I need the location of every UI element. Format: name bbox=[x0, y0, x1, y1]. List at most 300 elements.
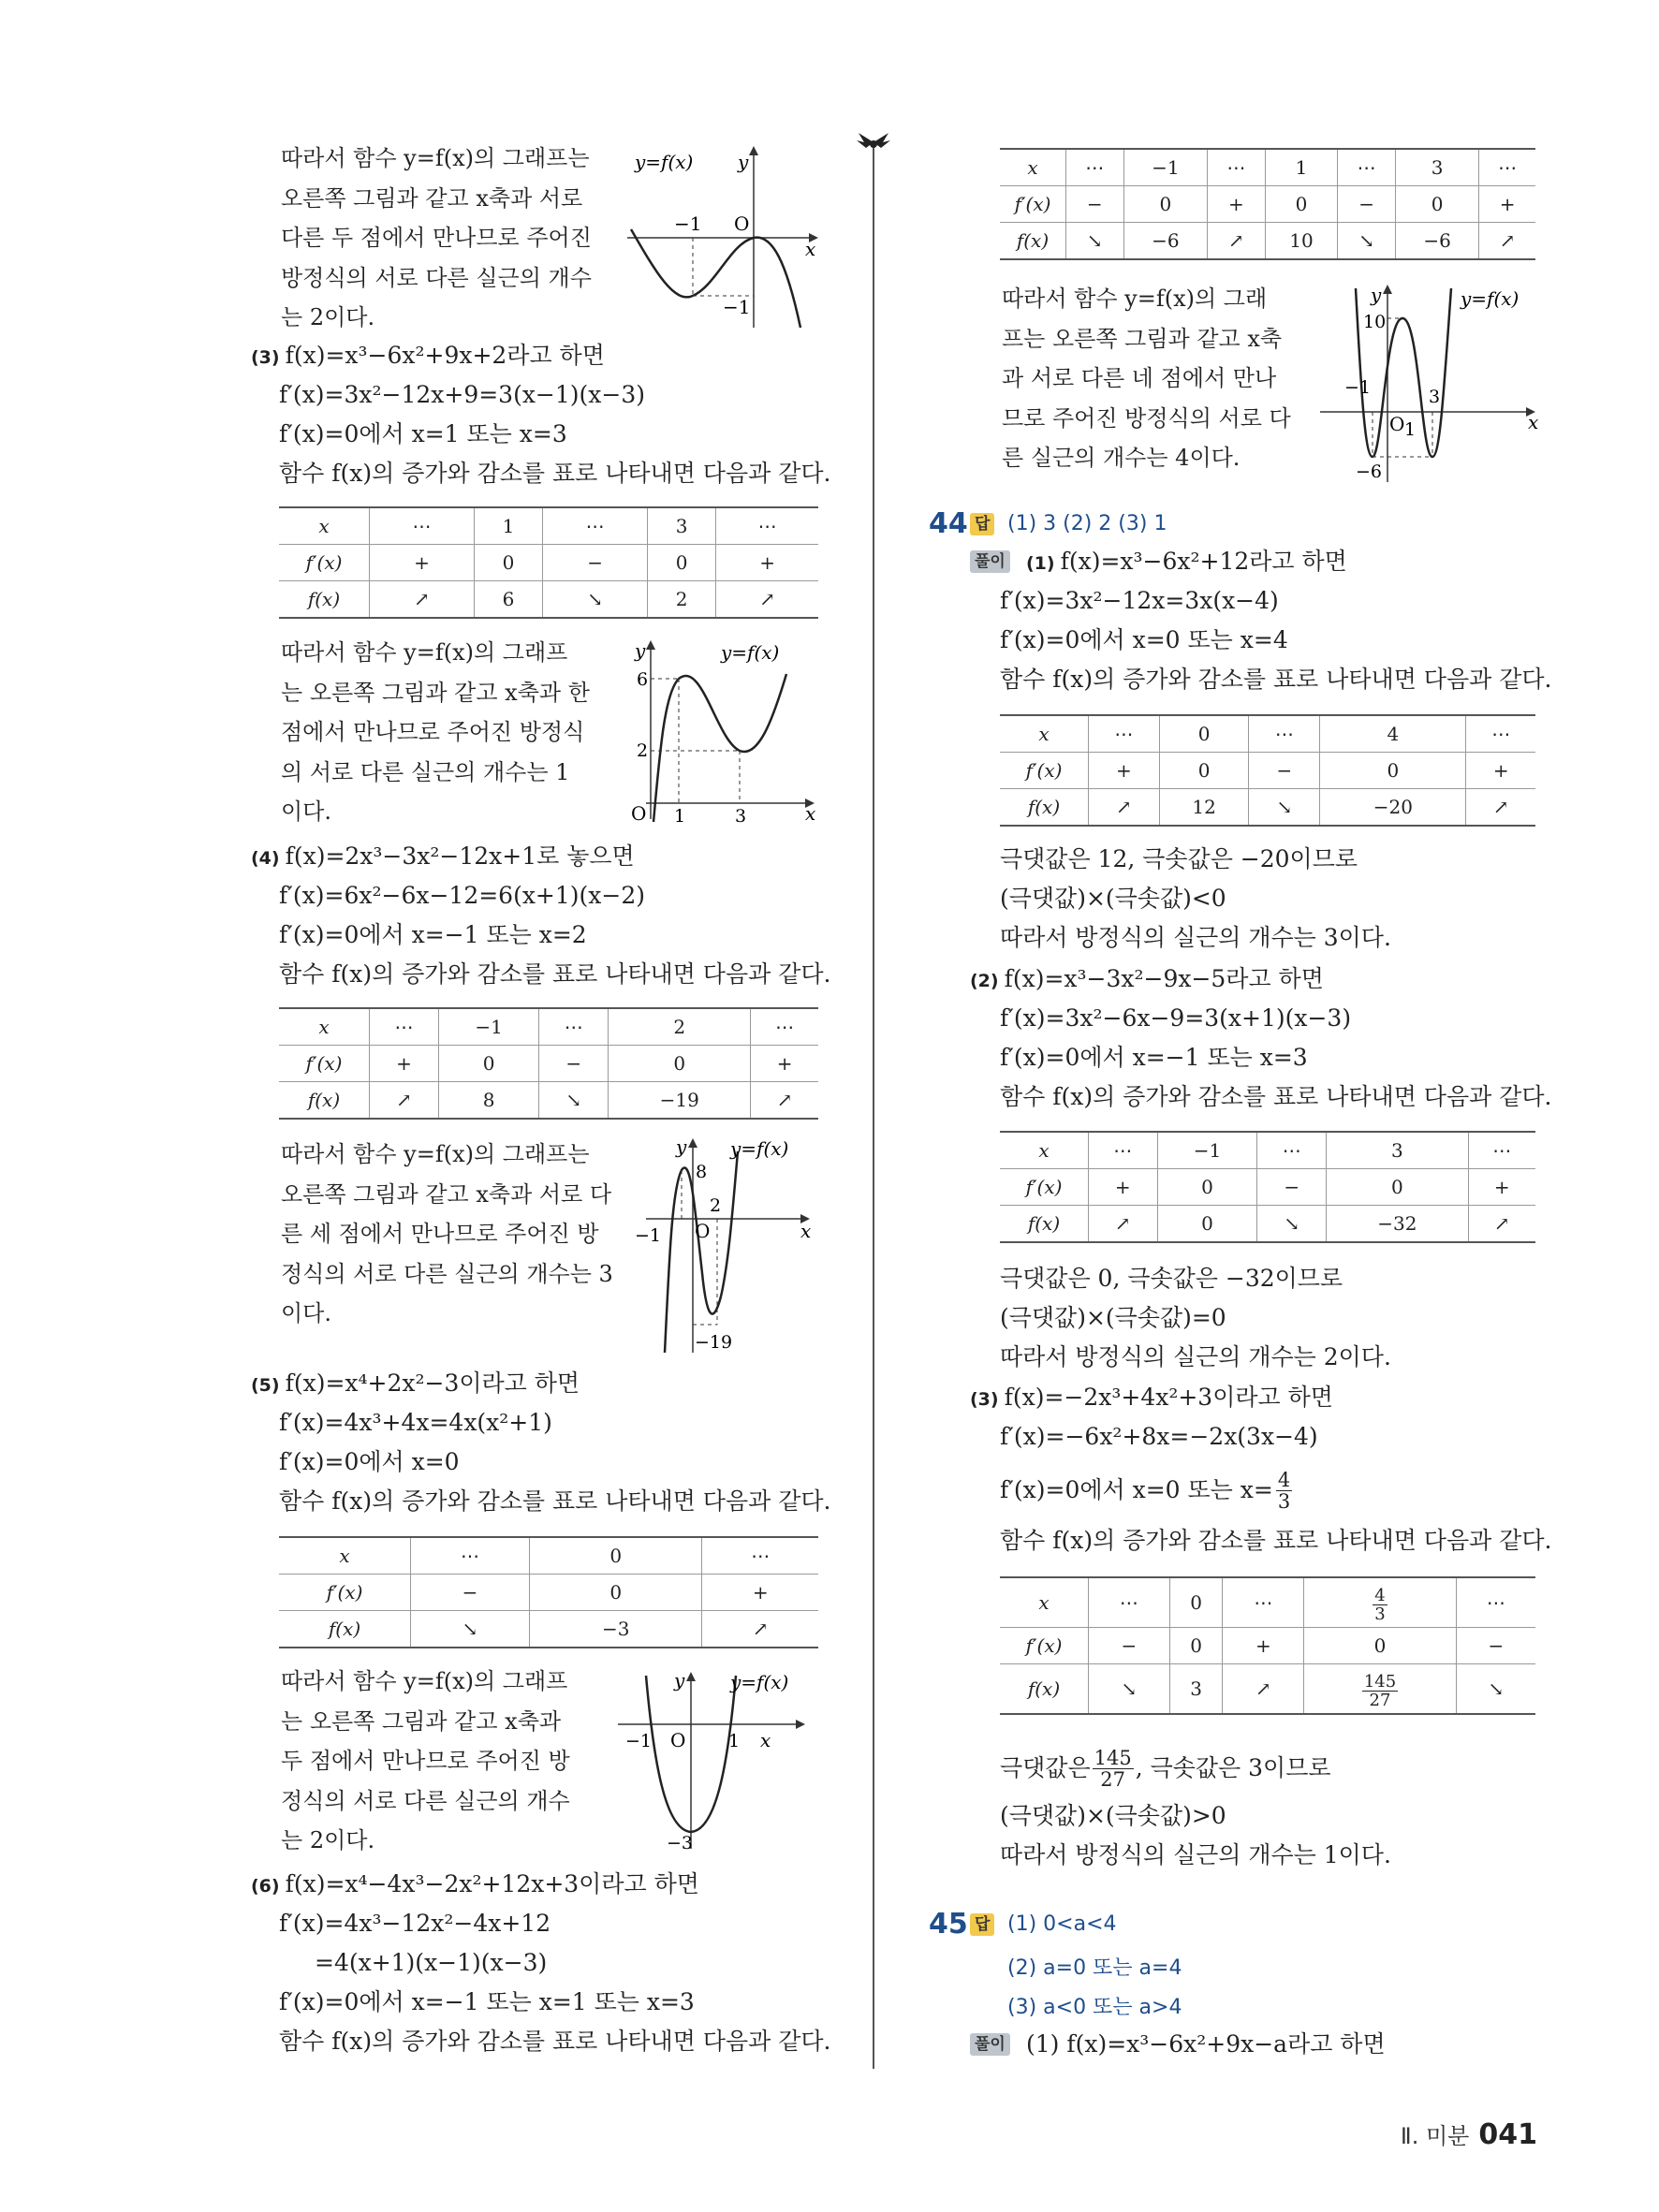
x-axis-label: x bbox=[1528, 411, 1539, 433]
text-line: 다른 두 점에서 만나므로 주어진 bbox=[281, 225, 592, 251]
variation-table-44-3 bbox=[1000, 1576, 1535, 1715]
table-row bbox=[1000, 223, 1535, 260]
x-axis-label: x bbox=[805, 238, 816, 260]
solution-badge: 풀이 bbox=[970, 2033, 1010, 2056]
table-cell: ⋯ bbox=[1456, 1577, 1535, 1628]
text-line: f(x)=x³−6x²+9x+2라고 하면 bbox=[285, 342, 605, 369]
table-cell: 0 bbox=[474, 545, 542, 581]
text-line: f′(x)=0에서 x=0 또는 x= bbox=[1000, 1476, 1273, 1503]
text-line: 는 2이다. bbox=[281, 1827, 375, 1853]
fraction bbox=[1093, 1748, 1134, 1790]
solution-badge: 풀이 bbox=[970, 550, 1010, 573]
tick-label: −1 bbox=[1344, 377, 1372, 398]
table-cell: 6 bbox=[474, 581, 542, 619]
table-cell: − bbox=[539, 1046, 609, 1082]
table-cell: −1 bbox=[1123, 149, 1207, 186]
table-cell: ⋯ bbox=[1066, 149, 1124, 186]
table-cell: − bbox=[1456, 1628, 1535, 1664]
table-cell: 4 bbox=[1320, 715, 1466, 753]
table-cell: f′(x) bbox=[1000, 1169, 1089, 1206]
text-line: f′(x)=0에서 x=−1 또는 x=3 bbox=[1000, 1044, 1308, 1071]
text-line: 함수 f(x)의 증가와 감소를 표로 나타내면 다음과 같다. bbox=[1000, 1083, 1552, 1110]
text-line: (극댓값)×(극솟값)<0 bbox=[1000, 885, 1226, 912]
function-label: y=f(x) bbox=[635, 151, 694, 173]
text-line: 따라서 방정식의 실근의 개수는 1이다. bbox=[1000, 1841, 1391, 1868]
table-cell: + bbox=[702, 1575, 818, 1611]
table-cell: f′(x) bbox=[1000, 186, 1066, 223]
p3-conclusion bbox=[281, 633, 599, 832]
text-line: f′(x)=0에서 x=0 또는 x=4 bbox=[1000, 626, 1288, 653]
text-line: f′(x)=3x²−6x−9=3(x+1)(x−3) bbox=[1000, 1004, 1352, 1032]
table-cell: 0 bbox=[1265, 186, 1338, 223]
text-line: 두 점에서 만나므로 주어진 방 bbox=[281, 1748, 570, 1774]
item-number: (3) bbox=[970, 1389, 999, 1410]
tick-label: −3 bbox=[667, 1833, 694, 1853]
graph-p6 bbox=[1311, 281, 1545, 487]
table-cell: x bbox=[279, 1537, 411, 1575]
table-cell: + bbox=[751, 1046, 818, 1082]
variation-table-44-1 bbox=[1000, 714, 1535, 827]
text-line: =4(x+1)(x−1)(x−3) bbox=[315, 1949, 548, 1976]
text-line: 정식의 서로 다른 실근의 개수 bbox=[281, 1787, 570, 1814]
text-line: 이다. bbox=[281, 1300, 331, 1326]
table-cell: −20 bbox=[1320, 789, 1466, 827]
table-cell: ↗ bbox=[1089, 789, 1160, 827]
variation-table-44-2 bbox=[1000, 1131, 1535, 1243]
text-line: 따라서 방정식의 실근의 개수는 3이다. bbox=[1000, 924, 1391, 951]
text-line: 른 실근의 개수는 4이다. bbox=[1002, 445, 1241, 471]
text-line: f′(x)=0에서 x=−1 또는 x=1 또는 x=3 bbox=[279, 1988, 695, 2015]
table-cell: x bbox=[1000, 1132, 1089, 1169]
table-cell: 0 bbox=[648, 545, 716, 581]
tick-label: 1 bbox=[728, 1731, 741, 1751]
text-line: f′(x)=4x³−12x²−4x+12 bbox=[279, 1910, 551, 1937]
text-line: f(x)=x³−3x²−9x−5라고 하면 bbox=[1004, 965, 1324, 992]
text-line: (극댓값)×(극솟값)=0 bbox=[1000, 1304, 1226, 1331]
text-line: 점에서 만나므로 주어진 방정식 bbox=[281, 719, 585, 745]
table-cell: ⋯ bbox=[1466, 715, 1535, 753]
table-cell: − bbox=[1257, 1169, 1327, 1206]
table-cell: 0 bbox=[1159, 753, 1249, 789]
y-axis-label: y bbox=[674, 1669, 685, 1692]
table-cell: f′(x) bbox=[279, 1575, 411, 1611]
table-cell: 3 bbox=[648, 507, 716, 545]
item-number: (1) bbox=[1026, 553, 1055, 574]
function-label: y=f(x) bbox=[730, 1137, 789, 1160]
text-line: 따라서 함수 y=f(x)의 그래프는 bbox=[281, 145, 590, 171]
tick-label: −6 bbox=[1356, 461, 1383, 482]
numerator: 4 bbox=[1374, 1585, 1386, 1605]
item-number: (5) bbox=[251, 1375, 280, 1396]
text-line: 함수 f(x)의 증가와 감소를 표로 나타내면 다음과 같다. bbox=[279, 1487, 831, 1515]
text-line: f′(x)=6x²−6x−12=6(x+1)(x−2) bbox=[279, 882, 645, 909]
tick-label: 1 bbox=[1404, 419, 1417, 440]
table-cell: ↗ bbox=[370, 581, 475, 619]
table-cell: ⋯ bbox=[370, 507, 475, 545]
y-axis-label: y bbox=[1371, 284, 1382, 306]
tick-label: −1 bbox=[723, 296, 751, 318]
table-cell: ⋯ bbox=[702, 1537, 818, 1575]
tick-label: −19 bbox=[695, 1332, 733, 1353]
x-axis-label: x bbox=[800, 1220, 812, 1242]
table-cell: 0 bbox=[1169, 1577, 1223, 1628]
table-cell: −6 bbox=[1123, 223, 1207, 260]
tick-label: −1 bbox=[674, 212, 702, 235]
table-cell: −19 bbox=[609, 1082, 751, 1120]
text-line: 른 세 점에서 만나므로 주어진 방 bbox=[281, 1221, 599, 1247]
text-line: 방정식의 서로 다른 실근의 개수 bbox=[281, 264, 592, 291]
table-cell: + bbox=[1089, 1169, 1158, 1206]
table-cell: ↗ bbox=[1208, 223, 1266, 260]
table-cell: ⋯ bbox=[1089, 1132, 1158, 1169]
function-label: y=f(x) bbox=[730, 1671, 789, 1693]
table-cell: ⋯ bbox=[370, 1008, 439, 1046]
s44-3-line-1 bbox=[970, 1383, 1333, 1414]
table-cell: − bbox=[1249, 753, 1320, 789]
tick-label: 8 bbox=[696, 1162, 708, 1182]
table-cell: ⋯ bbox=[1089, 1577, 1170, 1628]
origin-label: O bbox=[734, 212, 750, 235]
variation-table-p5 bbox=[279, 1536, 818, 1648]
table-cell: ⋯ bbox=[1249, 715, 1320, 753]
table-cell: ↗ bbox=[1223, 1664, 1304, 1715]
table-cell: ↘ bbox=[1089, 1664, 1170, 1715]
table-row bbox=[279, 1537, 818, 1575]
table-cell: ↘ bbox=[543, 581, 648, 619]
x-axis-label: x bbox=[760, 1729, 771, 1751]
table-cell: + bbox=[1089, 753, 1160, 789]
text-line: 함수 f(x)의 증가와 감소를 표로 나타내면 다음과 같다. bbox=[279, 460, 831, 487]
s44-3-max-line bbox=[1000, 1743, 1331, 1794]
origin-label: O bbox=[670, 1729, 686, 1751]
table-cell: + bbox=[1468, 1169, 1535, 1206]
table-cell: f(x) bbox=[1000, 1206, 1089, 1243]
table-row bbox=[279, 1082, 818, 1120]
table-cell: 0 bbox=[1169, 1628, 1223, 1664]
text-line: 는 오른쪽 그림과 같고 x축과 한 bbox=[281, 679, 590, 706]
table-cell: ⋯ bbox=[1468, 1132, 1535, 1169]
table-cell: f(x) bbox=[279, 1611, 411, 1648]
text-line: 함수 f(x)의 증가와 감소를 표로 나타내면 다음과 같다. bbox=[279, 960, 831, 988]
variation-table-p6 bbox=[1000, 148, 1535, 260]
text-line: 극댓값은 0, 극솟값은 −32이므로 bbox=[1000, 1265, 1343, 1292]
table-cell: 0 bbox=[1123, 186, 1207, 223]
text-line: f(x)=2x³−3x²−12x+1로 놓으면 bbox=[285, 842, 635, 870]
s44-1-line-1 bbox=[1026, 547, 1347, 579]
text-line: 므로 주어진 방정식의 서로 다 bbox=[1002, 404, 1291, 432]
page-number: 041 bbox=[1478, 2118, 1537, 2151]
table-cell: ↗ bbox=[1468, 1206, 1535, 1243]
table-row bbox=[279, 1611, 818, 1648]
denominator: 3 bbox=[1374, 1604, 1386, 1624]
text-line: f(x)=x⁴+2x²−3이라고 하면 bbox=[285, 1370, 580, 1397]
p4-line-1 bbox=[251, 842, 635, 873]
origin-label: O bbox=[1389, 413, 1405, 435]
text-line: 함수 f(x)의 증가와 감소를 표로 나타내면 다음과 같다. bbox=[1000, 666, 1552, 693]
origin-label: O bbox=[695, 1220, 711, 1242]
table-cell: + bbox=[1466, 753, 1535, 789]
text-line: 극댓값은 12, 극솟값은 −20이므로 bbox=[1000, 845, 1358, 872]
tick-label: 10 bbox=[1363, 312, 1387, 332]
table-cell: ↗ bbox=[1479, 223, 1535, 260]
answer-text: (2) a=0 또는 a=4 bbox=[1007, 1956, 1182, 1980]
table-cell: ↗ bbox=[1089, 1206, 1158, 1243]
table-cell: 0 bbox=[1327, 1169, 1469, 1206]
text-line: 과 서로 다른 네 점에서 만나 bbox=[1002, 365, 1277, 391]
table-cell: f(x) bbox=[1000, 789, 1089, 827]
table-cell: 2 bbox=[609, 1008, 751, 1046]
text-line: f(x)=−2x³+4x²+3이라고 하면 bbox=[1004, 1384, 1333, 1411]
table-cell: 3 bbox=[1327, 1132, 1469, 1169]
numerator: 4 bbox=[1277, 1468, 1291, 1491]
table-cell: ↘ bbox=[1257, 1206, 1327, 1243]
text-line: 극댓값은 bbox=[1000, 1754, 1091, 1781]
graph-p5 bbox=[609, 1666, 824, 1853]
table-cell: f(x) bbox=[279, 581, 370, 619]
fraction bbox=[1362, 1673, 1398, 1709]
table-cell: ⋯ bbox=[1208, 149, 1266, 186]
table-cell: − bbox=[1089, 1628, 1170, 1664]
text-line: 함수 f(x)의 증가와 감소를 표로 나타내면 다음과 같다. bbox=[279, 2028, 831, 2055]
table-cell: + bbox=[1223, 1628, 1304, 1664]
table-cell: 1 bbox=[1265, 149, 1338, 186]
text-line: 따라서 함수 y=f(x)의 그래프 bbox=[281, 1668, 568, 1694]
table-cell: + bbox=[716, 545, 818, 581]
table-cell: ↗ bbox=[716, 581, 818, 619]
table-cell: + bbox=[1208, 186, 1266, 223]
table-row bbox=[1000, 1628, 1535, 1664]
text-line: (극댓값)×(극솟값)>0 bbox=[1000, 1802, 1226, 1829]
table-cell: 0 bbox=[530, 1537, 702, 1575]
chapter-title: Ⅱ. 미분 bbox=[1400, 2123, 1470, 2149]
table-row bbox=[1000, 1664, 1535, 1715]
table-cell: − bbox=[543, 545, 648, 581]
table-row bbox=[1000, 789, 1535, 827]
x-axis-label: x bbox=[805, 802, 816, 824]
text-line: 의 서로 다른 실근의 개수는 1 bbox=[281, 758, 570, 785]
item-number: (2) bbox=[970, 971, 999, 991]
denominator: 27 bbox=[1369, 1690, 1391, 1710]
text-line: f′(x)=0에서 x=1 또는 x=3 bbox=[279, 420, 567, 447]
table-cell: ↗ bbox=[370, 1082, 439, 1120]
text-line: 는 2이다. bbox=[281, 304, 375, 330]
table-cell: −3 bbox=[530, 1611, 702, 1648]
text-line: , 극솟값은 3이므로 bbox=[1135, 1754, 1331, 1781]
tick-label: 3 bbox=[1429, 387, 1441, 407]
text-line: 따라서 함수 y=f(x)의 그래 bbox=[1002, 286, 1268, 312]
denominator: 27 bbox=[1100, 1767, 1126, 1791]
table-cell: ↘ bbox=[1338, 223, 1396, 260]
text-line: 함수 f(x)의 증가와 감소를 표로 나타내면 다음과 같다. bbox=[1000, 1527, 1552, 1554]
table-cell: 0 bbox=[1159, 715, 1249, 753]
tick-label: 2 bbox=[637, 740, 649, 761]
table-cell: 10 bbox=[1265, 223, 1338, 260]
tick-label: 1 bbox=[674, 806, 686, 824]
text-line: 정식의 서로 다른 실근의 개수는 3 bbox=[281, 1260, 613, 1287]
table-cell bbox=[1304, 1577, 1457, 1628]
item-number: (6) bbox=[251, 1876, 280, 1897]
text-line: f′(x)=3x²−12x+9=3(x−1)(x−3) bbox=[279, 381, 645, 408]
page-footer bbox=[1401, 2117, 1537, 2151]
table-cell: f(x) bbox=[1000, 223, 1066, 260]
tick-label: 6 bbox=[637, 669, 649, 690]
text-line: f′(x)=−6x²+8x=−2x(3x−4) bbox=[1000, 1423, 1318, 1450]
table-cell: f′(x) bbox=[279, 545, 370, 581]
item-number: (3) bbox=[251, 347, 280, 368]
table-cell: ↘ bbox=[539, 1082, 609, 1120]
table-cell: ↘ bbox=[1456, 1664, 1535, 1715]
text-line: f′(x)=0에서 x=0 bbox=[279, 1448, 460, 1475]
table-cell: −1 bbox=[1157, 1132, 1257, 1169]
table-cell: x bbox=[1000, 1577, 1089, 1628]
question-number: 44 bbox=[929, 507, 968, 540]
table-row bbox=[1000, 1577, 1535, 1628]
table-row bbox=[279, 1046, 818, 1082]
fraction bbox=[1276, 1470, 1292, 1512]
table-cell: 0 bbox=[1320, 753, 1466, 789]
table-cell: ↘ bbox=[1066, 223, 1124, 260]
table-cell: −6 bbox=[1395, 223, 1478, 260]
p5-conclusion bbox=[281, 1662, 599, 1861]
table-cell: x bbox=[1000, 715, 1089, 753]
p6-conclusion bbox=[1002, 279, 1311, 478]
table-cell: 0 bbox=[438, 1046, 538, 1082]
table-row bbox=[1000, 1206, 1535, 1243]
table-cell: − bbox=[1338, 186, 1396, 223]
column-divider bbox=[873, 140, 874, 2069]
numerator: 145 bbox=[1363, 1671, 1397, 1692]
p6-line-1 bbox=[251, 1869, 699, 1901]
text-line: 따라서 함수 y=f(x)의 그래프는 bbox=[281, 1141, 590, 1167]
fraction bbox=[1373, 1587, 1387, 1623]
table-cell: 0 bbox=[609, 1046, 751, 1082]
table-row bbox=[1000, 715, 1535, 753]
table-row bbox=[279, 1008, 818, 1046]
table-cell: 0 bbox=[1157, 1169, 1257, 1206]
table-row bbox=[279, 581, 818, 619]
denominator: 3 bbox=[1277, 1489, 1291, 1513]
table-cell: ↗ bbox=[751, 1082, 818, 1120]
table-cell: x bbox=[1000, 149, 1066, 186]
table-row bbox=[1000, 753, 1535, 789]
table-cell bbox=[1304, 1664, 1457, 1715]
text-line: 오른쪽 그림과 같고 x축과 서로 다 bbox=[281, 1180, 612, 1208]
s44-3-fraction-line bbox=[1000, 1465, 1292, 1516]
text-line: 따라서 방정식의 실근의 개수는 2이다. bbox=[1000, 1343, 1391, 1370]
table-row bbox=[1000, 1132, 1535, 1169]
p3-line-1 bbox=[251, 341, 605, 373]
table-cell: f′(x) bbox=[279, 1046, 370, 1082]
table-row bbox=[279, 545, 818, 581]
graph-p2 bbox=[618, 140, 824, 337]
s44-2-line-1 bbox=[970, 964, 1324, 996]
table-cell: ↗ bbox=[1466, 789, 1535, 827]
function-label: y=f(x) bbox=[721, 641, 780, 664]
table-cell: − bbox=[411, 1575, 530, 1611]
origin-label: O bbox=[631, 802, 647, 824]
table-cell: 0 bbox=[1304, 1628, 1457, 1664]
table-cell: ⋯ bbox=[716, 507, 818, 545]
table-cell: − bbox=[1066, 186, 1124, 223]
answer-badge: 답 bbox=[970, 1913, 994, 1936]
table-cell: f(x) bbox=[1000, 1664, 1089, 1715]
answer-text: (1) 3 (2) 2 (3) 1 bbox=[1007, 512, 1167, 535]
table-cell: ↘ bbox=[1249, 789, 1320, 827]
table-cell: ↘ bbox=[411, 1611, 530, 1648]
table-cell: 0 bbox=[1395, 186, 1478, 223]
answer-text: (1) 0<a<4 bbox=[1007, 1912, 1117, 1936]
variation-table-p4 bbox=[279, 1007, 818, 1120]
table-cell: ⋯ bbox=[1479, 149, 1535, 186]
table-cell: −1 bbox=[438, 1008, 538, 1046]
table-row bbox=[1000, 1169, 1535, 1206]
tick-label: 2 bbox=[710, 1195, 722, 1216]
text-line: f′(x)=3x²−12x=3x(x−4) bbox=[1000, 587, 1279, 614]
item-number: (4) bbox=[251, 848, 280, 869]
table-cell: f(x) bbox=[279, 1082, 370, 1120]
tick-label: −1 bbox=[625, 1731, 653, 1751]
table-row bbox=[1000, 149, 1535, 186]
table-cell: 3 bbox=[1169, 1664, 1223, 1715]
table-cell: + bbox=[370, 545, 475, 581]
table-cell: 12 bbox=[1159, 789, 1249, 827]
text-line: f′(x)=4x³+4x=4x(x²+1) bbox=[279, 1409, 552, 1436]
function-label: y=f(x) bbox=[1461, 287, 1520, 310]
question-number: 45 bbox=[929, 1908, 968, 1941]
y-axis-label: y bbox=[676, 1135, 687, 1158]
text-line: (1) f(x)=x³−6x²+9x−a라고 하면 bbox=[1026, 2030, 1386, 2058]
table-cell: −32 bbox=[1327, 1206, 1469, 1243]
table-cell: 2 bbox=[648, 581, 716, 619]
table-row bbox=[1000, 186, 1535, 223]
numerator: 145 bbox=[1094, 1746, 1132, 1769]
answer-badge: 답 bbox=[970, 513, 994, 535]
tick-label: 3 bbox=[735, 806, 747, 824]
text-line: 는 오른쪽 그림과 같고 x축과 bbox=[281, 1707, 562, 1735]
table-cell: ⋯ bbox=[411, 1537, 530, 1575]
table-cell: x bbox=[279, 1008, 370, 1046]
table-cell: + bbox=[370, 1046, 439, 1082]
text-line: 오른쪽 그림과 같고 x축과 서로 bbox=[281, 184, 583, 212]
table-cell: 0 bbox=[530, 1575, 702, 1611]
text-line: 따라서 함수 y=f(x)의 그래프 bbox=[281, 639, 568, 666]
table-cell: 8 bbox=[438, 1082, 538, 1120]
text-line: f(x)=x³−6x²+12라고 하면 bbox=[1060, 548, 1347, 575]
table-cell: 3 bbox=[1395, 149, 1478, 186]
text-line: 이다. bbox=[281, 798, 331, 825]
variation-table-p3 bbox=[279, 506, 818, 619]
y-axis-label: y bbox=[738, 151, 749, 173]
p5-line-1 bbox=[251, 1369, 580, 1400]
text-line: f(x)=x⁴−4x³−2x²+12x+3이라고 하면 bbox=[285, 1870, 699, 1897]
table-cell: f′(x) bbox=[1000, 1628, 1089, 1664]
text-line: f′(x)=0에서 x=−1 또는 x=2 bbox=[279, 921, 587, 948]
y-axis-label: y bbox=[635, 639, 646, 662]
table-cell: ⋯ bbox=[1089, 715, 1160, 753]
p4-conclusion bbox=[281, 1135, 618, 1334]
table-row bbox=[279, 507, 818, 545]
table-cell: 1 bbox=[474, 507, 542, 545]
answer-text: (3) a<0 또는 a>4 bbox=[1007, 1996, 1182, 2019]
wing-ornament-icon bbox=[855, 129, 892, 152]
table-cell: x bbox=[279, 507, 370, 545]
text-line: 프는 오른쪽 그림과 같고 x축 bbox=[1002, 325, 1283, 352]
graph-p4 bbox=[627, 1133, 824, 1357]
table-cell: f′(x) bbox=[1000, 753, 1089, 789]
p2-conclusion bbox=[281, 139, 618, 338]
table-cell: + bbox=[1479, 186, 1535, 223]
tick-label: −1 bbox=[635, 1225, 662, 1246]
